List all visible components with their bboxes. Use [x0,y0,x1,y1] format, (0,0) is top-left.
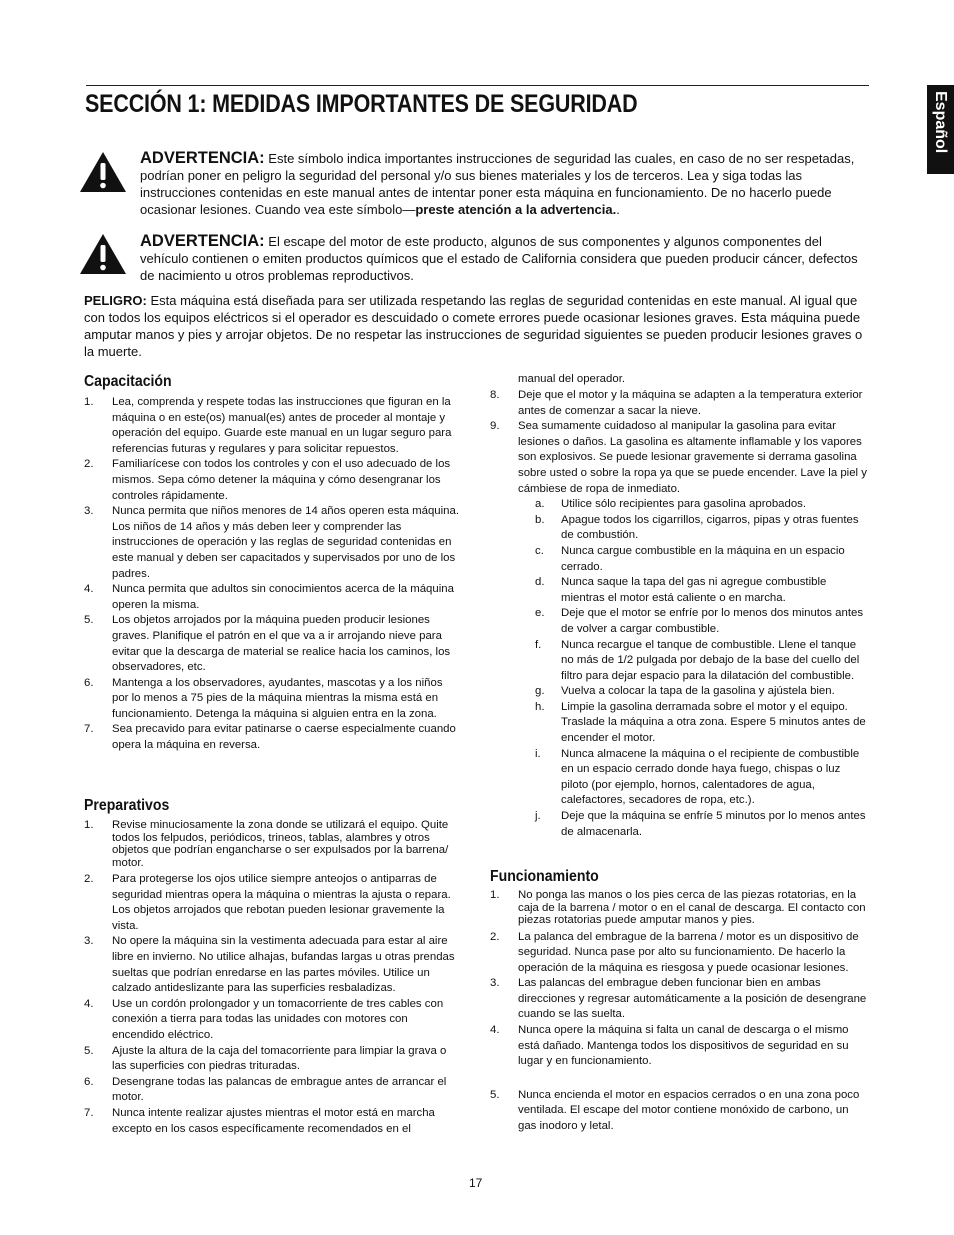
language-tab [927,85,954,174]
item-letter: b. [535,513,545,526]
warning-text: El escape del motor de este producto, algunos de sus componentes y algunos componentes del vehículo contienen o emiten productos químicos que el estado de California considera que pueden producir cáncer, defectos de nacimiento u otros problemas reproductivos. [140,234,858,283]
danger-paragraph [84,292,870,360]
list-item [490,889,870,927]
item-number: 9. [490,420,500,433]
item-letter: h. [535,700,545,713]
item-letter: f. [535,638,542,651]
item-text: Deje que el motor se enfríe por lo menos dos minutos antes de volver a cargar combustible. [561,607,864,635]
item-text: Nunca permita que niños menores de 14 años operen esta máquina. Los niños de 14 años y más deben leer y comprender las instrucciones de operación y las reglas de seguridad contenidas en este manual y deben ser capacitados y supervisados por uno de los padres. [112,505,460,580]
warning-emphasis: preste atención a la advertencia. [415,202,617,217]
item-text: Deje que el motor y la máquina se adapten a la temperatura exterior antes de comenzar a sacar la nieve. [518,389,863,417]
danger-text: Esta máquina está diseñada para ser utilizada respetando las reglas de seguridad contenidas en este manual. Al igual que con todos los equipos eléctricos si el operador es descuidado o comete errores puede ocasionar lesiones graves. Esta máquina puede amputar manos y pies y arrojar objetos. De no respetar las instrucciones de seguridad siguientes se pueden producir lesiones graves o la muerte. [84,293,863,359]
list-item [490,930,870,977]
warning-block-1 [140,150,870,218]
item-text: No ponga las manos o los pies cerca de las piezas rotatorias, en la caja de la barrena / motor o en el canal de descarga. El contacto con piezas rotatorias puede amputar manos y pies. [518,889,866,926]
warning-block-2 [140,233,870,284]
item-number: 4. [84,583,94,596]
list-item [84,1106,462,1137]
item-text: Nunca encienda el motor en espacios cerrados o en una zona poco ventilada. El escape del motor contiene monóxido de carbono, un gas inodoro y letal. [518,1088,860,1133]
item-number: 4. [490,1024,500,1037]
sublist-item [518,544,870,575]
item-number: 2. [84,458,94,471]
item-letter: c. [535,544,544,557]
item-number: 5. [84,1044,94,1057]
sublist-item [518,809,870,840]
warning-triangle-icon [78,232,128,276]
preparativos-list-continued [490,388,870,840]
item-number: 8. [490,389,500,401]
header-rule [86,85,869,86]
item-letter: g. [535,685,545,698]
list-item [84,395,462,457]
item-number: 3. [490,977,500,990]
list-item [84,504,462,582]
item-number: 5. [490,1088,500,1101]
item-text: Limpie la gasolina derramada sobre el motor y el equipo. Traslade la máquina a otra zona. Espere 5 minutos antes de encender el motor. [561,700,866,745]
list-item [84,676,462,723]
item-text: Los objetos arrojados por la máquina pueden producir lesiones graves. Planifique el patrón en el que va a ir arrojando nieve para evitar que la descarga de material se realice hacia los caminos, los observadores, etc. [112,614,451,674]
page-title: SECCIÓN 1: MEDIDAS IMPORTANTES DE SEGURIDAD [85,90,638,118]
item-number: 1. [84,819,94,831]
sublist-item [518,497,870,513]
item-number: 3. [84,935,94,948]
item-letter: j. [535,810,541,823]
item-number: 7. [84,1106,94,1119]
section-heading-funcionamiento: Funcionamiento [490,868,599,885]
item-number: 1. [84,396,94,408]
item-number: 5. [84,614,94,627]
item-text: Sea precavido para evitar patinarse o caerse especialmente cuando opera la máquina en reversa. [112,723,456,752]
item-number: 4. [84,997,94,1010]
warning-keyword: ADVERTENCIA: [140,149,265,167]
list-item [490,419,870,840]
list-item [84,1044,462,1075]
list-item [490,976,870,1023]
item-text: Deje que la máquina se enfríe 5 minutos por lo menos antes de almacenarla. [561,810,866,838]
funcionamiento-list [490,889,870,1135]
preparativos-list [84,819,462,1137]
item-text: Desengrane todas las palancas de embrague antes de arrancar el motor. [112,1075,447,1104]
capacitacion-list [84,395,462,754]
item-text: Nunca saque la tapa del gas ni agregue combustible mientras el motor está caliente o en marcha. [561,576,827,604]
list-item [490,1023,870,1070]
list-item [84,457,462,504]
item-text: Nunca permita que adultos sin conocimientos acerca de la máquina operen la misma. [112,583,454,611]
item-text: Mantenga a los observadores, ayudantes, mascotas y a los niños por lo menos a 75 pies de la máquina mientras la misma está en funcionamiento. Detenga la máquina si alguien entra en la zona. [112,676,443,720]
warning-keyword: ADVERTENCIA: [140,232,265,250]
item-text: Nunca recargue el tanque de combustible. Llene el tanque no más de 1/2 pulgada por debajo de la base del cuello del filtro para dejar espacio para la dilatación del combustible. [561,638,860,682]
item-letter: d. [535,576,545,589]
list-item [84,872,462,934]
section-heading-capacitacion: Capacitación [84,373,172,390]
item-text: Vuelva a colocar la tapa de la gasolina y ajústela bien. [561,685,835,698]
item-text: Nunca cargue combustible en la máquina en un espacio cerrado. [561,544,845,573]
item-text: Lea, comprenda y respete todas las instrucciones que figuran en la máquina o en este(os) manual(es) antes de proceder al montaje y operación del equipo. Guarde este manual en un lugar seguro para referencias futuras y regulares y para solicitar repuestos. [112,396,452,455]
page-number: 17 [469,1176,483,1190]
item-text: No opere la máquina sin la vestimenta adecuada para estar al aire libre en invierno. No utilice alhajas, bufandas largas u otras prendas sueltas que podrían enredarse en las partes móviles. Utilice un calzado antideslizante para las superficies resbaladizas. [112,935,455,995]
sublist-item [518,638,870,685]
item-text: Las palancas del embrague deben funcionar bien en ambas direcciones y regresar automáticamente a la posición de desengrane cuando se las suelta. [518,977,867,1021]
item-number: 2. [84,873,94,885]
item-text: Utilice sólo recipientes para gasolina aprobados. [561,498,807,511]
continuation-text: manual del operador. [518,373,626,385]
item-text: Nunca intente realizar ajustes mientras el motor está en marcha excepto en los casos específicamente recomendados en el [112,1106,435,1135]
item-letter: e. [535,607,545,620]
item-number: 7. [84,723,94,736]
list-item [84,1075,462,1106]
item-text: Apague todos los cigarrillos, cigarros, pipas y otras fuentes de combustión. [561,513,859,542]
item-text: Familiarícese con todos los controles y con el uso adecuado de los mismos. Sepa cómo detener la máquina y cómo desengranar los controles rápidamente. [112,458,451,502]
item-number: 3. [84,505,94,518]
sublist-item [518,684,870,700]
item-text: Revise minuciosamente la zona donde se utilizará el equipo. Quite todos los felpudos, periódicos, trineos, tablas, alambres y otros objetos que podrían engancharse o ser expulsados por la barrena/ motor. [112,819,449,869]
list-item [490,1088,870,1135]
language-tab-label: Español [932,91,949,154]
list-item [84,819,462,869]
item-text: Sea sumamente cuidadoso al manipular la gasolina para evitar lesiones o daños. La gasolina es altamente inflamable y los vapores son explosivos. Se puede lesionar gravemente si derrama gasolina sobre usted o sobre la ropa ya que se puede encender. Lave la piel y cámbiese de ropa de inmediato. [518,420,867,495]
item-text: Nunca opere la máquina si falta un canal de descarga o el mismo está dañado. Mantenga todos los dispositivos de seguridad en su lugar y en funcionamiento. [518,1024,849,1068]
list-item [84,722,462,753]
sublist-item [518,575,870,606]
danger-keyword: PELIGRO: [84,293,147,308]
sublist-item [518,513,870,544]
item-text: Use un cordón prolongador y un tomacorriente de tres cables con conexión a tierra para todas las unidades con motores con encendido eléctrico. [112,997,444,1041]
item-number: 6. [84,1075,94,1088]
item-number: 2. [490,930,500,943]
warning-text: Este símbolo indica importantes instrucciones de seguridad las cuales, en caso de no ser respetadas, podrían poner en peligro la seguridad del personal y/o sus bienes materiales y los de terceros. Lea y siga todas las instrucciones contenidas en este manual antes de intentar poner esta máquina en funcionamiento. De no hacerlo puede ocasionar lesiones. Cuando vea este símbolo— [140,151,855,217]
list-item [84,582,462,613]
section-heading-preparativos: Preparativos [84,797,170,814]
list-item [84,934,462,996]
item-number: 6. [84,676,94,689]
sublist-item [518,700,870,747]
list-item [490,388,870,419]
list-item [84,613,462,675]
item-letter: i. [535,747,541,760]
item-text: Para protegerse los ojos utilice siempre anteojos o antiparras de seguridad mientras opera la máquina o mientras la ajusta o repara. Los objetos arrojados que rebotan pueden lesionar gravemente la vista. [112,873,451,932]
item-letter: a. [535,498,545,511]
item-text: Nunca almacene la máquina o el recipiente de combustible en un espacio cerrado donde haya fuego, chispas o luz piloto (por ejemplo, hornos, calentadores de agua, calefactores, secadores de ropa, etc.). [561,747,860,807]
sublist-item [518,747,870,809]
sublist-item [518,606,870,637]
fuel-sublist [518,497,870,840]
item-text: Ajuste la altura de la caja del tomacorriente para limpiar la grava o las superficies con piedras trituradas. [112,1044,447,1073]
warning-tail: . [616,202,620,217]
item-number: 1. [490,889,500,901]
warning-triangle-icon [78,150,128,194]
item-text: La palanca del embrague de la barrena / motor es un dispositivo de seguridad. Nunca pase por alto su funcionamiento. De hacerlo la operación de la máquina es riesgosa y puede ocasionar lesiones. [518,930,859,974]
list-item [84,997,462,1044]
